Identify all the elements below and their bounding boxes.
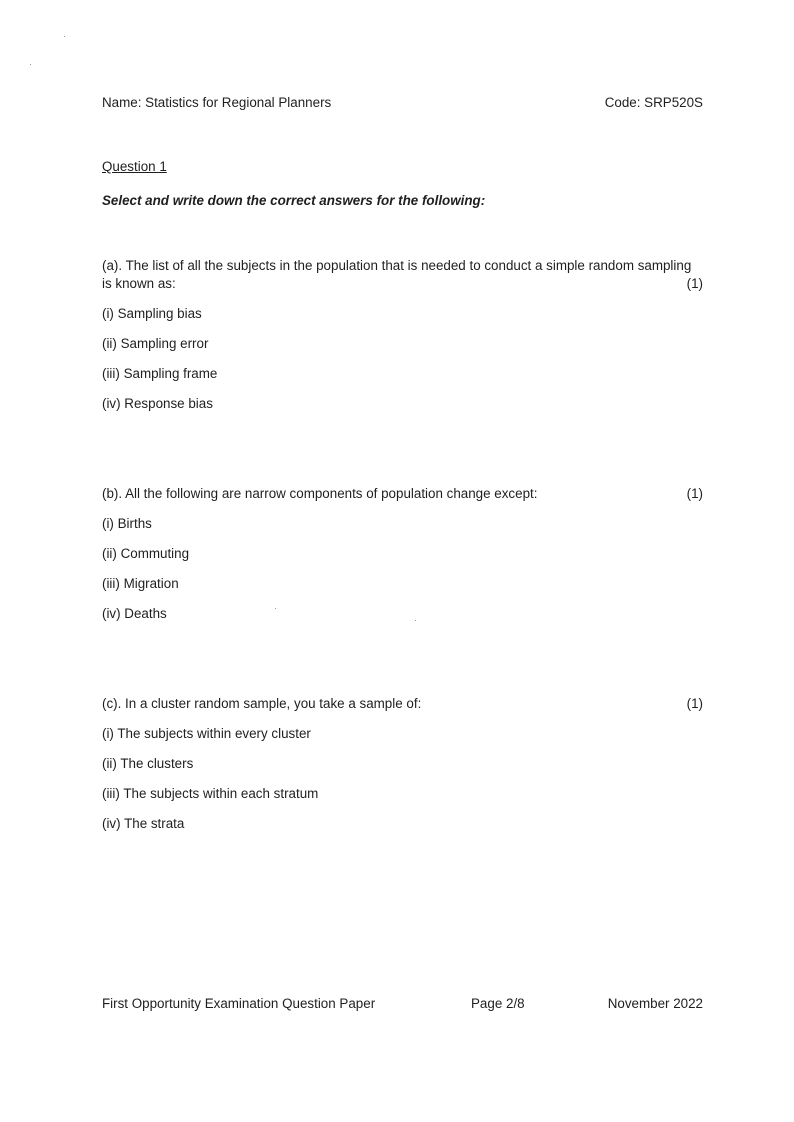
question-c-option: (iii) The subjects within each stratum <box>102 786 319 801</box>
question-b-option: (i) Births <box>102 516 152 531</box>
footer-date: November 2022 <box>607 996 703 1011</box>
footer-page-number: Page 2/8 <box>471 996 525 1011</box>
scan-speck <box>30 64 31 65</box>
question-a-option: (iii) Sampling frame <box>102 366 218 381</box>
instruction: Select and write down the correct answers for the following: <box>102 193 486 208</box>
scan-speck <box>64 36 65 37</box>
question-b-mark: (1) <box>686 486 703 501</box>
question-a-text-cont: is known as: <box>102 276 176 291</box>
question-a-option: (i) Sampling bias <box>102 306 202 321</box>
course-name: Name: Statistics for Regional Planners <box>102 95 332 110</box>
question-heading: Question 1 <box>102 159 167 174</box>
question-a-text: (a). The list of all the subjects in the population that is needed to conduct a simple random sampling <box>102 258 692 273</box>
question-b-text: (b). All the following are narrow components of population change except: <box>102 486 538 501</box>
question-c-option: (i) The subjects within every cluster <box>102 726 311 741</box>
question-a-option: (ii) Sampling error <box>102 336 209 351</box>
question-c-text: (c). In a cluster random sample, you take a sample of: <box>102 696 422 711</box>
question-b-option: (ii) Commuting <box>102 546 190 561</box>
question-c-option: (iv) The strata <box>102 816 185 831</box>
question-a-mark: (1) <box>686 276 703 291</box>
footer-exam-type: First Opportunity Examination Question Paper <box>102 996 376 1011</box>
scan-speck <box>415 620 416 621</box>
scan-speck <box>275 608 276 609</box>
question-a-option: (iv) Response bias <box>102 396 213 411</box>
course-code: Code: SRP520S <box>604 95 703 110</box>
question-b-option: (iv) Deaths <box>102 606 167 621</box>
question-c-mark: (1) <box>686 696 703 711</box>
question-c-option: (ii) The clusters <box>102 756 194 771</box>
question-b-option: (iii) Migration <box>102 576 179 591</box>
